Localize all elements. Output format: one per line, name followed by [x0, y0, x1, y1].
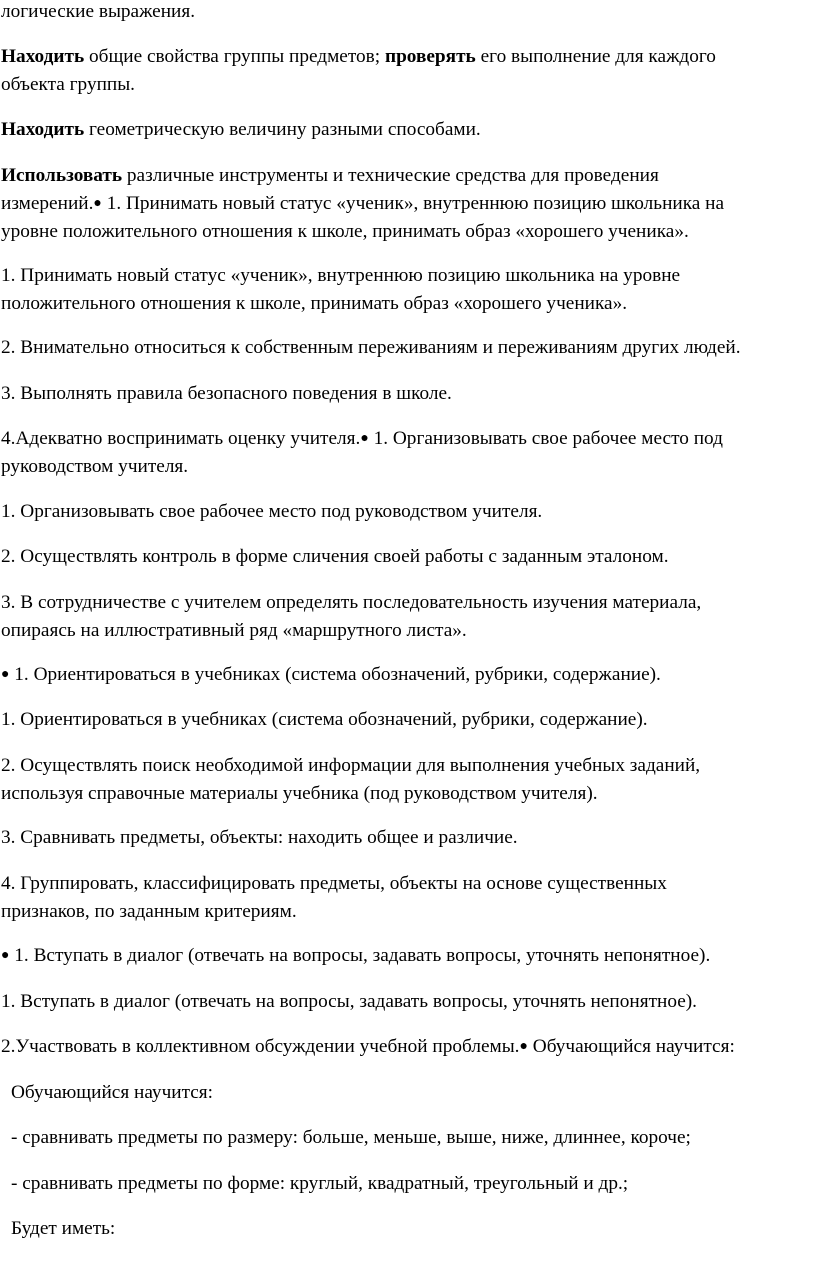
paragraph-text: 2. Внимательно относиться к собственным переживаниям и переживаниям других людей.: [1, 337, 741, 358]
paragraph-text: Будет иметь:: [11, 1218, 116, 1239]
paragraph-text: 3. Выполнять правила безопасного поведения в школе.: [1, 383, 452, 404]
bullet-icon: ●: [1, 948, 10, 963]
paragraph-text: 1. Принимать новый статус «ученик», внутреннюю позицию школьника на уровне: [1, 265, 681, 286]
paragraph-text: 1. Организовывать свое рабочее место под: [368, 428, 723, 449]
bold-term: проверять: [384, 46, 476, 67]
paragraph-22: [11, 1215, 816, 1243]
paragraph-text: 2. Осуществлять контроль в форме сличения своей работы с заданным эталоном.: [1, 546, 669, 567]
paragraph-4: [1, 262, 807, 318]
bold-term: Находить: [1, 46, 85, 67]
paragraph-18: [1, 1033, 807, 1061]
paragraph-9: [1, 543, 807, 571]
paragraph-text: 2.Участвовать в коллективном обсуждении учебной проблемы.: [1, 1036, 520, 1057]
paragraph-8: [1, 498, 807, 526]
paragraph-text: геометрическую величину разными способами.: [84, 119, 481, 140]
paragraph-19: [11, 1079, 816, 1107]
paragraph-text: положительного отношения к школе, принимать образ «хорошего ученика».: [1, 293, 628, 314]
paragraph-text: измерений.: [1, 193, 94, 214]
paragraph-10: [1, 589, 807, 645]
paragraph-text: - сравнивать предметы по форме: круглый, квадратный, треугольный и др.;: [11, 1173, 629, 1194]
paragraph-3: [1, 162, 807, 246]
bullet-icon: ●: [519, 1039, 528, 1054]
paragraph-text: уровне положительного отношения к школе, принимать образ «хорошего ученика».: [1, 221, 689, 242]
paragraph-6: [1, 380, 807, 408]
paragraph-text: 1. Ориентироваться в учебниках (система обозначений, рубрики, содержание).: [1, 709, 648, 730]
paragraph-text: 3. Сравнивать предметы, объекты: находить общее и различие.: [1, 827, 518, 848]
paragraph-text: объекта группы.: [1, 74, 135, 95]
paragraph-0: [1, 0, 807, 26]
paragraph-text: 1. Принимать новый статус «ученик», внутреннюю позицию школьника на: [101, 193, 725, 214]
paragraph-14: [1, 824, 807, 852]
paragraph-1: [1, 43, 807, 99]
paragraph-text: логические выражения.: [1, 1, 196, 22]
paragraph-5: [1, 334, 807, 362]
bold-term: Использовать: [1, 165, 123, 186]
paragraph-text: его выполнение для каждого: [475, 46, 716, 67]
bold-term: Находить: [1, 119, 85, 140]
paragraph-text: различные инструменты и технические средства для проведения: [122, 165, 659, 186]
paragraph-text: 2. Осуществлять поиск необходимой информации для выполнения учебных заданий,: [1, 755, 701, 776]
paragraph-20: [11, 1124, 816, 1152]
paragraph-text: Обучающийся научится:: [11, 1082, 214, 1103]
paragraph-2: [1, 116, 807, 144]
paragraph-16: [1, 942, 807, 970]
paragraph-12: [1, 706, 807, 734]
paragraph-text: 1. Ориентироваться в учебниках (система обозначений, рубрики, содержание).: [9, 664, 661, 685]
bullet-icon: ●: [360, 431, 369, 446]
paragraph-text: используя справочные материалы учебника (под руководством учителя).: [1, 783, 598, 804]
paragraph-15: [1, 870, 807, 926]
paragraph-text: 4. Группировать, классифицировать предметы, объекты на основе существенных: [1, 873, 667, 894]
paragraph-13: [1, 752, 807, 808]
paragraph-text: 1. Организовывать свое рабочее место под руководством учителя.: [1, 501, 543, 522]
paragraph-text: руководством учителя.: [1, 456, 189, 477]
paragraph-text: опираясь на иллюстративный ряд «маршрутного листа».: [1, 620, 467, 641]
paragraph-21: [11, 1170, 816, 1198]
paragraph-text: 3. В сотрудничестве с учителем определять последовательность изучения материала,: [1, 592, 702, 613]
paragraph-11: [1, 661, 807, 689]
bullet-icon: ●: [1, 667, 10, 682]
paragraph-text: - сравнивать предметы по размеру: больше, меньше, выше, ниже, длиннее, короче;: [11, 1127, 691, 1148]
paragraph-text: общие свойства группы предметов;: [84, 46, 385, 67]
paragraph-17: [1, 988, 807, 1016]
paragraph-text: 1. Вступать в диалог (отвечать на вопросы, задавать вопросы, уточнять непонятное).: [1, 991, 697, 1012]
paragraph-text: признаков, по заданным критериям.: [1, 901, 297, 922]
bullet-icon: ●: [93, 196, 102, 211]
paragraph-7: [1, 425, 807, 481]
paragraph-text: Обучающийся научится:: [527, 1036, 735, 1057]
paragraph-text: 1. Вступать в диалог (отвечать на вопросы, задавать вопросы, уточнять непонятное).: [9, 945, 711, 966]
paragraph-text: 4.Адекватно воспринимать оценку учителя.: [1, 428, 361, 449]
